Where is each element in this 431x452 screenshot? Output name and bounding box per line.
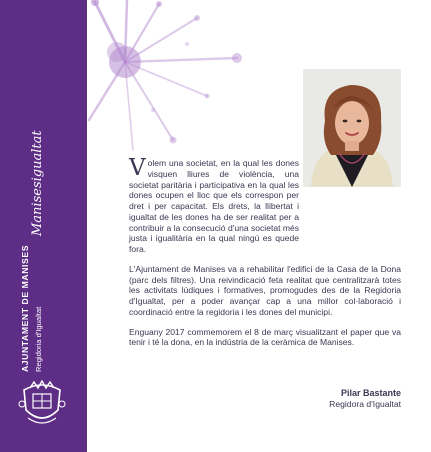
brand-text: Manisesigualtat [30, 130, 45, 236]
signature-block [329, 388, 401, 409]
council-name: AJUNTAMENT DE MANISES [20, 244, 30, 372]
message-body [129, 155, 401, 357]
sidebar-band [0, 0, 87, 452]
message-paragraph [129, 155, 299, 255]
signatory-name: Pilar Bastante [340, 388, 401, 398]
dropcap-letter: V [129, 155, 146, 181]
paragraph-text: olem una societat, en la qual les dones visquen lliures de violència, una societat paritària i participativa en la qual les dones ocupen el lloc que els correspon per dret i per capacitat. Els drets, la llibertat i igualtat de les dones ha de ser realitat per a contribuir a la consecució d'una societat més justa i igualitària en la qual ningú es quede fora. [129, 158, 299, 255]
ink-splash-decoration [87, 0, 257, 155]
message-paragraph: Enguany 2017 commemorem el 8 de març visualitzant el paper que va tenir i té la dona, en la indústria de la ceràmica de Manises. [129, 326, 401, 348]
coat-of-arms-icon [18, 380, 66, 430]
signatory-role: Regidora d'Igualtat [329, 399, 401, 409]
message-paragraph: L'Ajuntament de Manises va a rehabilitar l'edifici de la Casa de la Dona (parc dels filtres). Una reivindicació feta realitat que centralitzarà totes les activitats lúdiques i formatives, promogudes des de la Regidoria d'Igualtat, per a poder avançar cap a una millor col·laboració i coordinació entre la regidoria i les dones del municipi. [129, 263, 401, 317]
council-department: Regidoria d'Igualtat [34, 306, 43, 372]
